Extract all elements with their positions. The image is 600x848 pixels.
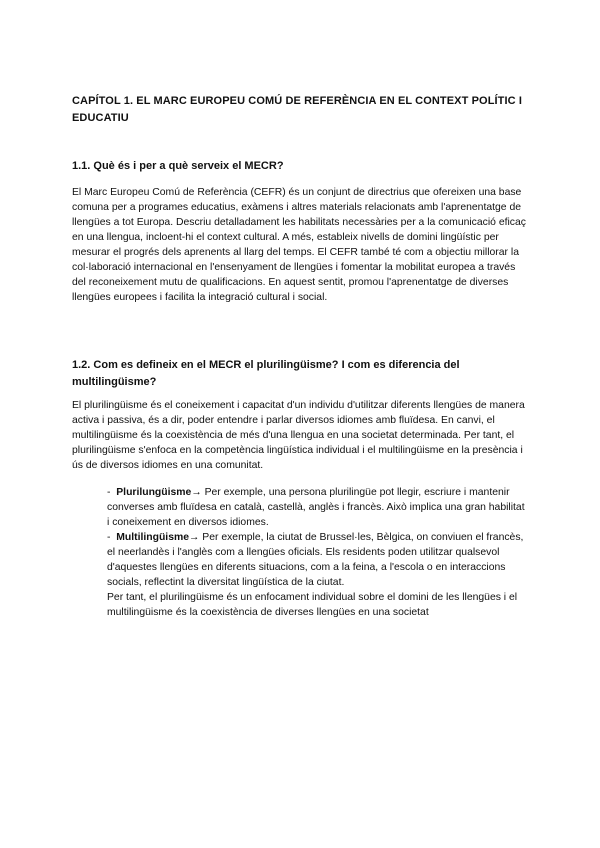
section-heading-1-2: 1.2. Com es defineix en el MECR el plurilingüisme? I com es diferencia del multilingüisme? bbox=[72, 359, 460, 388]
conclusion-text: Per tant, el plurilingüisme és un enfocament individual sobre el domini de les llengües i el multilingüisme és la coexistència de diverses llengües en una societat bbox=[107, 592, 518, 618]
list-term: Multilingüisme bbox=[116, 532, 189, 543]
chapter-title: CAPÍTOL 1. EL MARC EUROPEU COMÚ DE REFERÈNCIA EN EL CONTEXT POLÍTIC I EDUCATIU bbox=[72, 95, 522, 124]
list-term: Plurilungüisme bbox=[116, 487, 192, 498]
list-bullet: - bbox=[107, 487, 111, 498]
list-text: Per exemple, la ciutat de Brussel·les, Bèlgica, on conviuen el francès, el neerlandès i l'anglès com a llengües oficials. Els residents poden utilitzar qualsevol d'aquestes llengües en diferents situacions, com a la feina, a l'escola o en interaccions socials, reflectint la diversitat lingüística de la ciutat. bbox=[107, 532, 524, 588]
section-body-1-2: El plurilingüisme és el coneixement i capacitat d'un individu d'utilitzar diferents llengües de manera activa i passiva, és a dir, poder entendre i parlar diversos idiomes amb fluïdesa. En canvi, el multilingüisme és la coexistència de més d'una llengua en una societat determinada. Per tant, el plurilingüisme s'enfoca en la competència lingüística individual i el multilingüisme en la presència i ús de diversos idiomes en una comunitat. bbox=[72, 400, 525, 471]
arrow-icon: → bbox=[189, 532, 200, 543]
list-bullet: - bbox=[107, 532, 111, 543]
examples-list bbox=[107, 485, 527, 620]
list-text: Per exemple, una persona plurilingüe pot llegir, escriure i mantenir converses amb fluïdesa en català, castellà, anglès i francès. Això implica una gran habilitat i coneixement en diversos idiomes. bbox=[107, 487, 525, 528]
list-item bbox=[107, 530, 527, 590]
list-item bbox=[107, 485, 527, 530]
section-body-1-1: El Marc Europeu Comú de Referència (CEFR) és un conjunt de directrius que ofereixen una base comuna per a programes educatius, exàmens i altres materials relacionats amb l'aprenentatge de llengües a tot Europa. Descriu detalladament les habilitats necessàries per a la comunicació eficaç en una llengua, incloent-hi el context cultural. A més, estableix nivells de domini lingüístic per mesurar el progrés dels aprenents al llarg del temps. El CEFR també té com a objectiu millorar la col·laboració internacional en l'ensenyament de llengües i fomentar la mobilitat europea a través del reconeixement mutu de qualificacions. En aquest sentit, promou l'aprenentatge de diverses llengües europees i facilita la integració cultural i social. bbox=[72, 187, 526, 303]
arrow-icon: → bbox=[191, 487, 202, 498]
section-heading-1-1: 1.1. Què és i per a què serveix el MECR? bbox=[72, 160, 284, 172]
